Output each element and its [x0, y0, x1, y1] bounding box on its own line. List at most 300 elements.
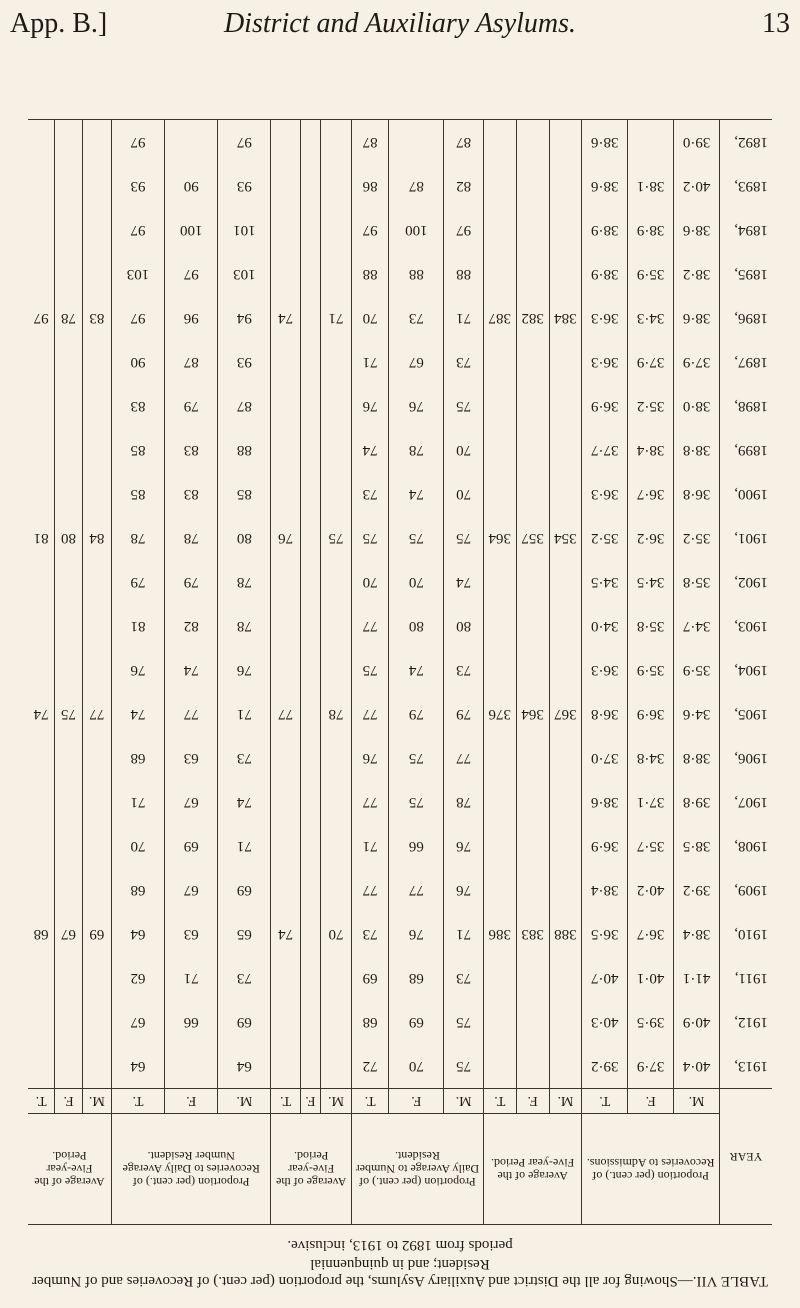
cell-a-2: 34·5 — [582, 560, 628, 604]
cell-d-0: 70 — [321, 912, 352, 956]
row-year: 1901, — [734, 530, 768, 547]
cell-c-1: 88 — [389, 252, 444, 296]
subheader-t: T. — [582, 1089, 628, 1114]
cell-a-1: 38·9 — [628, 208, 674, 252]
cell-b-1: 382 — [516, 296, 549, 340]
cell-b-0 — [549, 824, 582, 868]
cell-d-0 — [321, 472, 352, 516]
cell-e-2: 103 — [111, 252, 164, 296]
row-year: 1894, — [734, 222, 768, 239]
cell-f-2 — [28, 956, 55, 1000]
table-frame — [20, 60, 780, 1295]
cell-b-2 — [483, 868, 516, 912]
cell-d-2 — [271, 824, 300, 868]
cell-e-2: 70 — [111, 824, 164, 868]
cell-f-1 — [55, 472, 83, 516]
cell-e-1: 79 — [165, 560, 218, 604]
cell-e-2: 64 — [111, 1044, 164, 1089]
cell-d-2: 74 — [271, 296, 300, 340]
row-year: 1902, — [734, 574, 768, 591]
cell-b-1 — [516, 252, 549, 296]
cell-d-1 — [300, 868, 320, 912]
table-row — [28, 560, 772, 604]
cell-a-2: 38·6 — [582, 120, 628, 165]
cell-a-2: 37·0 — [582, 736, 628, 780]
cell-e-0: 73 — [218, 736, 271, 780]
cell-a-1: 34·3 — [628, 296, 674, 340]
row-year: 1904, — [734, 662, 768, 679]
cell-c-1: 74 — [389, 648, 444, 692]
cell-c-2: 75 — [351, 516, 388, 560]
cell-a-2: 38·4 — [582, 868, 628, 912]
cell-f-0: 84 — [82, 516, 111, 560]
cell-f-0 — [82, 604, 111, 648]
cell-d-1 — [300, 824, 320, 868]
cell-f-2 — [28, 868, 55, 912]
table-row — [28, 868, 772, 912]
cell-f-0 — [82, 560, 111, 604]
cell-c-0: 75 — [444, 1000, 484, 1044]
row-year: 1907, — [734, 794, 768, 811]
cell-e-2: 62 — [111, 956, 164, 1000]
rotated-table-sheet — [20, 60, 780, 1295]
cell-e-2: 85 — [111, 428, 164, 472]
cell-e-0: 69 — [218, 1000, 271, 1044]
cell-f-1: 78 — [55, 296, 83, 340]
cell-e-2: 97 — [111, 208, 164, 252]
cell-f-1 — [55, 120, 83, 165]
table-row — [28, 736, 772, 780]
cell-f-2: 81 — [28, 516, 55, 560]
cell-a-0: 38·2 — [674, 252, 720, 296]
cell-c-2: 69 — [351, 956, 388, 1000]
cell-f-0 — [82, 956, 111, 1000]
cell-d-1 — [300, 1044, 320, 1089]
cell-c-1: 73 — [389, 296, 444, 340]
cell-a-2: 37·7 — [582, 428, 628, 472]
cell-e-2: 97 — [111, 296, 164, 340]
cell-a-1: 34·8 — [628, 736, 674, 780]
cell-d-0 — [321, 604, 352, 648]
cell-a-0: 38·6 — [674, 208, 720, 252]
cell-c-1: 79 — [389, 692, 444, 736]
subheader-f: F. — [165, 1089, 218, 1114]
cell-e-1: 97 — [165, 252, 218, 296]
row-year: 1897, — [734, 354, 768, 371]
cell-d-0 — [321, 252, 352, 296]
appendix-label: App. B.] — [10, 8, 108, 39]
cell-d-2 — [271, 164, 300, 208]
cell-e-0: 64 — [218, 1044, 271, 1089]
cell-a-2: 39·2 — [582, 1044, 628, 1089]
cell-a-1: 34·5 — [628, 560, 674, 604]
cell-e-2: 78 — [111, 516, 164, 560]
cell-e-0: 78 — [218, 604, 271, 648]
cell-d-0 — [321, 1044, 352, 1089]
cell-b-2 — [483, 384, 516, 428]
cell-a-2: 35·2 — [582, 516, 628, 560]
cell-d-0 — [321, 956, 352, 1000]
cell-f-2 — [28, 164, 55, 208]
cell-b-1 — [516, 428, 549, 472]
cell-d-2 — [271, 604, 300, 648]
cell-c-1: 75 — [389, 736, 444, 780]
subheader-t: T. — [111, 1089, 164, 1114]
subheader-t: T. — [271, 1089, 300, 1114]
cell-c-2: 68 — [351, 1000, 388, 1044]
cell-f-2 — [28, 252, 55, 296]
table-row — [28, 912, 772, 956]
cell-f-1 — [55, 384, 83, 428]
cell-b-1 — [516, 384, 549, 428]
cell-e-0: 73 — [218, 956, 271, 1000]
cell-a-1: 35·2 — [628, 384, 674, 428]
cell-c-2: 77 — [351, 868, 388, 912]
cell-e-0: 69 — [218, 868, 271, 912]
cell-a-2: 36·3 — [582, 340, 628, 384]
cell-c-2: 87 — [351, 120, 388, 165]
cell-f-2 — [28, 824, 55, 868]
cell-d-1 — [300, 604, 320, 648]
cell-e-1: 87 — [165, 340, 218, 384]
cell-f-0 — [82, 252, 111, 296]
cell-d-0 — [321, 164, 352, 208]
cell-c-1: 70 — [389, 560, 444, 604]
cell-f-1 — [55, 868, 83, 912]
cell-c-1: 75 — [389, 780, 444, 824]
cell-b-0 — [549, 560, 582, 604]
cell-d-0 — [321, 120, 352, 165]
cell-f-0 — [82, 384, 111, 428]
cell-b-1 — [516, 868, 549, 912]
cell-c-2: 76 — [351, 736, 388, 780]
cell-d-0 — [321, 340, 352, 384]
table-row — [28, 648, 772, 692]
cell-c-0: 78 — [444, 780, 484, 824]
cell-f-0: 77 — [82, 692, 111, 736]
cell-e-2: 71 — [111, 780, 164, 824]
subheader-f: F. — [300, 1089, 320, 1114]
cell-b-2 — [483, 340, 516, 384]
cell-e-0: 93 — [218, 164, 271, 208]
table-row — [28, 252, 772, 296]
cell-a-1: 36·9 — [628, 692, 674, 736]
cell-c-1: 76 — [389, 384, 444, 428]
row-year: 1898, — [734, 398, 768, 415]
cell-a-1: 36·7 — [628, 912, 674, 956]
cell-b-2 — [483, 472, 516, 516]
cell-d-2: 74 — [271, 912, 300, 956]
table-row — [28, 604, 772, 648]
running-title: District and Auxiliary Asylums. — [223, 8, 577, 39]
cell-a-0: 38·6 — [674, 296, 720, 340]
cell-b-1: 357 — [516, 516, 549, 560]
cell-e-1: 74 — [165, 648, 218, 692]
cell-c-1: 75 — [389, 516, 444, 560]
cell-c-2: 71 — [351, 340, 388, 384]
cell-a-2: 38·9 — [582, 208, 628, 252]
cell-d-2 — [271, 1044, 300, 1089]
row-year: 1912, — [734, 1014, 768, 1031]
cell-b-0: 367 — [549, 692, 582, 736]
cell-d-1 — [300, 692, 320, 736]
cell-f-1: 75 — [55, 692, 83, 736]
cell-a-1: 36·7 — [628, 472, 674, 516]
cell-e-1: 78 — [165, 516, 218, 560]
cell-b-2 — [483, 736, 516, 780]
cell-b-1 — [516, 824, 549, 868]
cell-c-2: 86 — [351, 164, 388, 208]
cell-c-0: 76 — [444, 868, 484, 912]
cell-e-0: 94 — [218, 296, 271, 340]
cell-a-1: 37·1 — [628, 780, 674, 824]
cell-f-0 — [82, 1000, 111, 1044]
row-year: 1913, — [734, 1058, 768, 1075]
cell-b-1 — [516, 1000, 549, 1044]
cell-b-2 — [483, 1000, 516, 1044]
cell-b-1 — [516, 120, 549, 165]
cell-f-0 — [82, 472, 111, 516]
cell-d-1 — [300, 296, 320, 340]
cell-d-0 — [321, 208, 352, 252]
cell-b-1 — [516, 1044, 549, 1089]
cell-f-0: 69 — [82, 912, 111, 956]
cell-c-0: 70 — [444, 428, 484, 472]
cell-b-2 — [483, 120, 516, 165]
cell-c-0: 87 — [444, 120, 484, 165]
cell-b-0 — [549, 120, 582, 165]
cell-b-2 — [483, 648, 516, 692]
cell-e-0: 65 — [218, 912, 271, 956]
cell-b-2 — [483, 1044, 516, 1089]
cell-b-2: 387 — [483, 296, 516, 340]
cell-d-2 — [271, 1000, 300, 1044]
cell-a-0: 39·0 — [674, 120, 720, 165]
cell-a-2: 36·8 — [582, 692, 628, 736]
row-year: 1903, — [734, 618, 768, 635]
page-number: 13 — [762, 8, 790, 39]
cell-d-1 — [300, 164, 320, 208]
cell-e-2: 79 — [111, 560, 164, 604]
cell-f-0 — [82, 120, 111, 165]
cell-e-1: 77 — [165, 692, 218, 736]
cell-c-0: 73 — [444, 340, 484, 384]
table-row — [28, 1044, 772, 1089]
cell-d-2 — [271, 780, 300, 824]
cell-c-2: 74 — [351, 428, 388, 472]
cell-d-0 — [321, 868, 352, 912]
cell-d-2 — [271, 472, 300, 516]
table-row — [28, 340, 772, 384]
cell-b-1: 364 — [516, 692, 549, 736]
cell-e-2: 68 — [111, 868, 164, 912]
cell-f-2 — [28, 208, 55, 252]
cell-f-1 — [55, 604, 83, 648]
cell-f-0: 83 — [82, 296, 111, 340]
row-year: 1892, — [720, 120, 773, 165]
cell-a-0: 38·8 — [674, 428, 720, 472]
cell-d-1 — [300, 384, 320, 428]
cell-b-1 — [516, 736, 549, 780]
cell-c-0: 70 — [444, 472, 484, 516]
cell-c-0: 80 — [444, 604, 484, 648]
cell-f-2 — [28, 736, 55, 780]
cell-e-2: 81 — [111, 604, 164, 648]
table-row — [28, 164, 772, 208]
cell-e-0: 71 — [218, 692, 271, 736]
cell-b-0 — [549, 384, 582, 428]
subheader-f: F. — [55, 1089, 83, 1114]
row-year: 1911, — [734, 970, 768, 987]
cell-c-1: 80 — [389, 604, 444, 648]
table-row — [28, 516, 772, 560]
cell-f-2: 97 — [28, 296, 55, 340]
cell-d-1 — [300, 1000, 320, 1044]
cell-a-0: 38·4 — [674, 912, 720, 956]
cell-b-0 — [549, 472, 582, 516]
cell-c-1: 87 — [389, 164, 444, 208]
cell-a-1: 37·9 — [628, 1044, 674, 1089]
cell-e-1: 82 — [165, 604, 218, 648]
cell-c-2: 73 — [351, 912, 388, 956]
col-group-avg-2: Average of the Five-year Period. — [271, 1114, 352, 1225]
cell-e-2: 74 — [111, 692, 164, 736]
cell-a-0: 37·9 — [674, 340, 720, 384]
cell-c-1 — [389, 120, 444, 165]
cell-b-2 — [483, 428, 516, 472]
cell-a-1: 35·9 — [628, 252, 674, 296]
col-group-daily-average: Proportion (per cent.) of Daily Average to Number Resident. — [351, 1114, 483, 1225]
cell-d-2 — [271, 868, 300, 912]
cell-a-1 — [628, 120, 674, 165]
cell-f-1: 80 — [55, 516, 83, 560]
row-year: 1896, — [734, 310, 768, 327]
cell-c-0: 73 — [444, 648, 484, 692]
cell-b-0: 354 — [549, 516, 582, 560]
cell-e-1 — [165, 120, 218, 165]
cell-a-1: 38·1 — [628, 164, 674, 208]
cell-e-1: 67 — [165, 868, 218, 912]
cell-a-2: 34·0 — [582, 604, 628, 648]
cell-c-2: 71 — [351, 824, 388, 868]
cell-b-2 — [483, 560, 516, 604]
table-row — [28, 956, 772, 1000]
cell-d-0 — [321, 384, 352, 428]
cell-f-0 — [82, 648, 111, 692]
cell-f-0 — [82, 428, 111, 472]
cell-c-0: 71 — [444, 296, 484, 340]
cell-f-0 — [82, 868, 111, 912]
cell-a-0: 34·7 — [674, 604, 720, 648]
col-group-recoveries: Proportion (per cent.) of Recoveries to Admissions. — [582, 1114, 720, 1225]
cell-a-1: 40·1 — [628, 956, 674, 1000]
cell-f-2 — [28, 780, 55, 824]
table-row — [28, 1000, 772, 1044]
cell-d-1 — [300, 208, 320, 252]
cell-a-2: 36·3 — [582, 472, 628, 516]
cell-b-0 — [549, 340, 582, 384]
cell-a-2: 36·3 — [582, 296, 628, 340]
cell-a-1: 38·4 — [628, 428, 674, 472]
cell-e-1: 63 — [165, 736, 218, 780]
cell-c-2: 77 — [351, 780, 388, 824]
cell-d-0 — [321, 648, 352, 692]
cell-c-2: 70 — [351, 560, 388, 604]
cell-f-2 — [28, 384, 55, 428]
cell-b-1 — [516, 956, 549, 1000]
cell-b-0 — [549, 1044, 582, 1089]
cell-d-1 — [300, 472, 320, 516]
cell-e-2: 90 — [111, 340, 164, 384]
cell-f-2: 74 — [28, 692, 55, 736]
cell-b-0 — [549, 208, 582, 252]
cell-c-2: 75 — [351, 648, 388, 692]
cell-f-1 — [55, 824, 83, 868]
cell-d-2 — [271, 736, 300, 780]
cell-c-2: 72 — [351, 1044, 388, 1089]
cell-e-1: 67 — [165, 780, 218, 824]
cell-d-2 — [271, 648, 300, 692]
cell-c-2: 97 — [351, 208, 388, 252]
cell-a-2: 36·3 — [582, 648, 628, 692]
cell-a-1: 39·5 — [628, 1000, 674, 1044]
cell-e-0: 101 — [218, 208, 271, 252]
table-row — [28, 428, 772, 472]
cell-c-2: 88 — [351, 252, 388, 296]
cell-d-0: 75 — [321, 516, 352, 560]
cell-d-1 — [300, 252, 320, 296]
cell-e-2: 64 — [111, 912, 164, 956]
col-group-recov-daily: Proportion (per cent.) of Recoveries to Daily Average Number Resident. — [111, 1114, 271, 1225]
cell-c-1: 78 — [389, 428, 444, 472]
subheader-f: F. — [516, 1089, 549, 1114]
cell-e-0: 88 — [218, 428, 271, 472]
cell-a-0: 36·8 — [674, 472, 720, 516]
cell-e-1: 79 — [165, 384, 218, 428]
cell-a-0: 40·9 — [674, 1000, 720, 1044]
cell-e-1: 66 — [165, 1000, 218, 1044]
cell-a-0: 40·4 — [674, 1044, 720, 1089]
cell-a-1: 35·8 — [628, 604, 674, 648]
cell-f-2 — [28, 648, 55, 692]
row-year: 1910, — [734, 926, 768, 943]
rotated-content — [20, 60, 780, 1295]
cell-b-0: 384 — [549, 296, 582, 340]
cell-c-0: 79 — [444, 692, 484, 736]
subheader-t: T. — [28, 1089, 55, 1114]
cell-a-0: 40·2 — [674, 164, 720, 208]
cell-c-0: 73 — [444, 956, 484, 1000]
cell-e-1: 83 — [165, 472, 218, 516]
cell-e-0: 78 — [218, 560, 271, 604]
cell-a-2: 38·9 — [582, 252, 628, 296]
cell-c-1: 67 — [389, 340, 444, 384]
cell-a-1: 36·2 — [628, 516, 674, 560]
cell-d-1 — [300, 780, 320, 824]
cell-a-0: 34·6 — [674, 692, 720, 736]
cell-a-1: 35·9 — [628, 648, 674, 692]
subheader-t: T. — [351, 1089, 388, 1114]
cell-c-1: 100 — [389, 208, 444, 252]
cell-e-2: 76 — [111, 648, 164, 692]
cell-c-1: 70 — [389, 1044, 444, 1089]
cell-f-1 — [55, 340, 83, 384]
cell-d-2 — [271, 208, 300, 252]
cell-d-0 — [321, 1000, 352, 1044]
cell-f-2 — [28, 472, 55, 516]
cell-f-1 — [55, 1044, 83, 1089]
cell-d-1 — [300, 340, 320, 384]
